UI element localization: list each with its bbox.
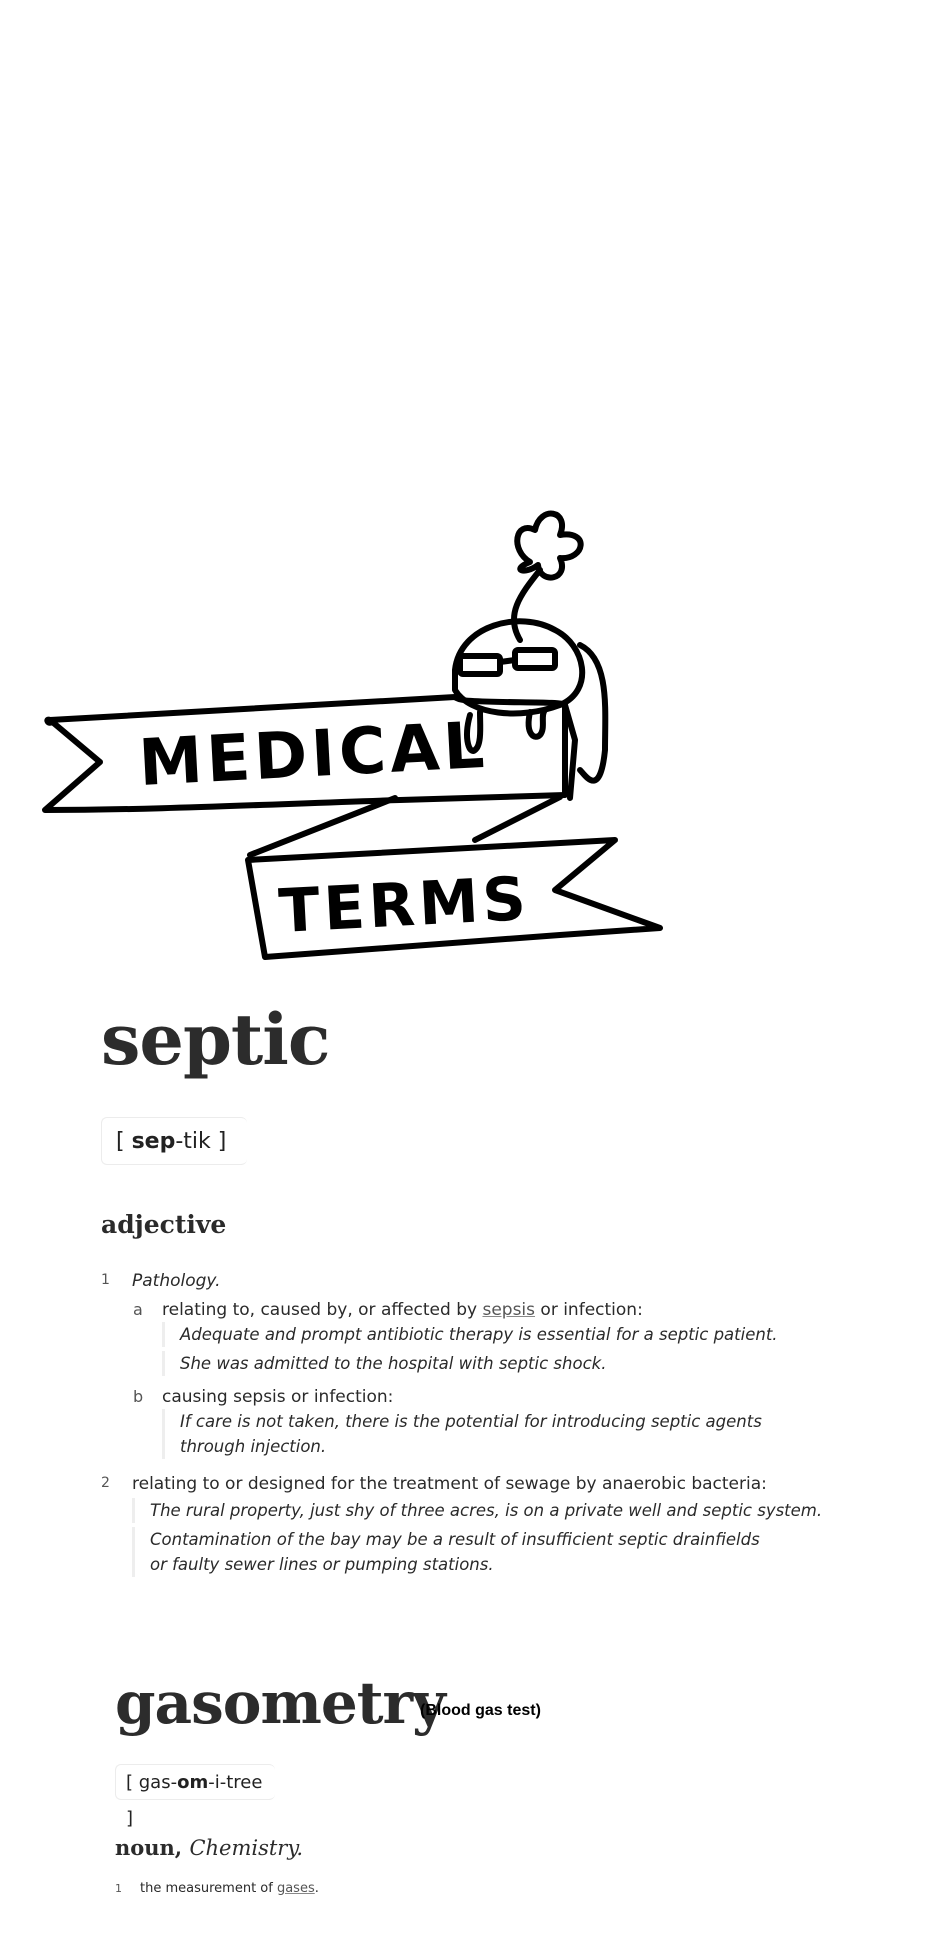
definition-text: relating to, caused by, or affected by — [162, 1300, 483, 1320]
field-label: Chemistry. — [189, 1836, 304, 1860]
part-of-speech: adjective — [101, 1210, 227, 1239]
example-sentence: If care is not taken, there is the potential for introducing septic agents through injection. — [162, 1409, 780, 1459]
pron-rest: -tik ] — [175, 1129, 227, 1154]
definition-text: the measurement of — [140, 1881, 277, 1896]
pron-stress: om — [177, 1772, 209, 1793]
medical-terms-banner — [0, 500, 700, 980]
subsense-definition: causing sepsis or infection: — [162, 1387, 394, 1407]
sense-number: 1 — [101, 1272, 110, 1288]
banner-text-medical: MEDICAL — [136, 708, 490, 801]
banner-text-terms: TERMS — [277, 863, 532, 947]
sense-label: Pathology. — [132, 1271, 221, 1291]
part-of-speech — [115, 1835, 303, 1860]
pron-open: [ gas- — [126, 1772, 178, 1793]
subsense-letter: b — [133, 1387, 144, 1406]
example-sentence: She was admitted to the hospital with septic shock. — [162, 1351, 830, 1376]
pron-rest: -i-tree ] — [126, 1772, 263, 1829]
sense-definition: relating to or designed for the treatment of sewage by anaerobic bacteria: — [132, 1474, 767, 1494]
pron-open: [ — [116, 1129, 132, 1154]
example-sentence: Contamination of the bay may be a result of insufficient septic drainfields or faulty sewer lines or pumping stations. — [132, 1527, 780, 1577]
gases-link[interactable]: gases — [276, 1881, 315, 1896]
definition-text: . — [314, 1881, 319, 1896]
subsense-letter: a — [133, 1300, 143, 1319]
subsense-definition — [162, 1299, 643, 1321]
headword-note: (Blood gas test) — [420, 1702, 541, 1719]
sense-number: 1 — [115, 1882, 122, 1895]
headword: septic — [101, 998, 330, 1081]
pron-stress: sep — [131, 1129, 176, 1154]
pos-text: noun, — [115, 1835, 183, 1860]
banner-illustration — [0, 500, 700, 980]
pronunciation — [115, 1764, 275, 1829]
example-sentence: The rural property, just shy of three acres, is on a private well and septic system. — [132, 1498, 840, 1523]
headword: gasometry — [115, 1669, 445, 1737]
example-sentence: Adequate and prompt antibiotic therapy is essential for a septic patient. — [162, 1322, 830, 1347]
pronunciation — [101, 1117, 247, 1165]
sense-definition — [140, 1878, 319, 1900]
sepsis-link[interactable]: sepsis — [482, 1300, 536, 1320]
definition-text: or infection: — [535, 1300, 643, 1320]
sense-number: 2 — [101, 1475, 110, 1491]
